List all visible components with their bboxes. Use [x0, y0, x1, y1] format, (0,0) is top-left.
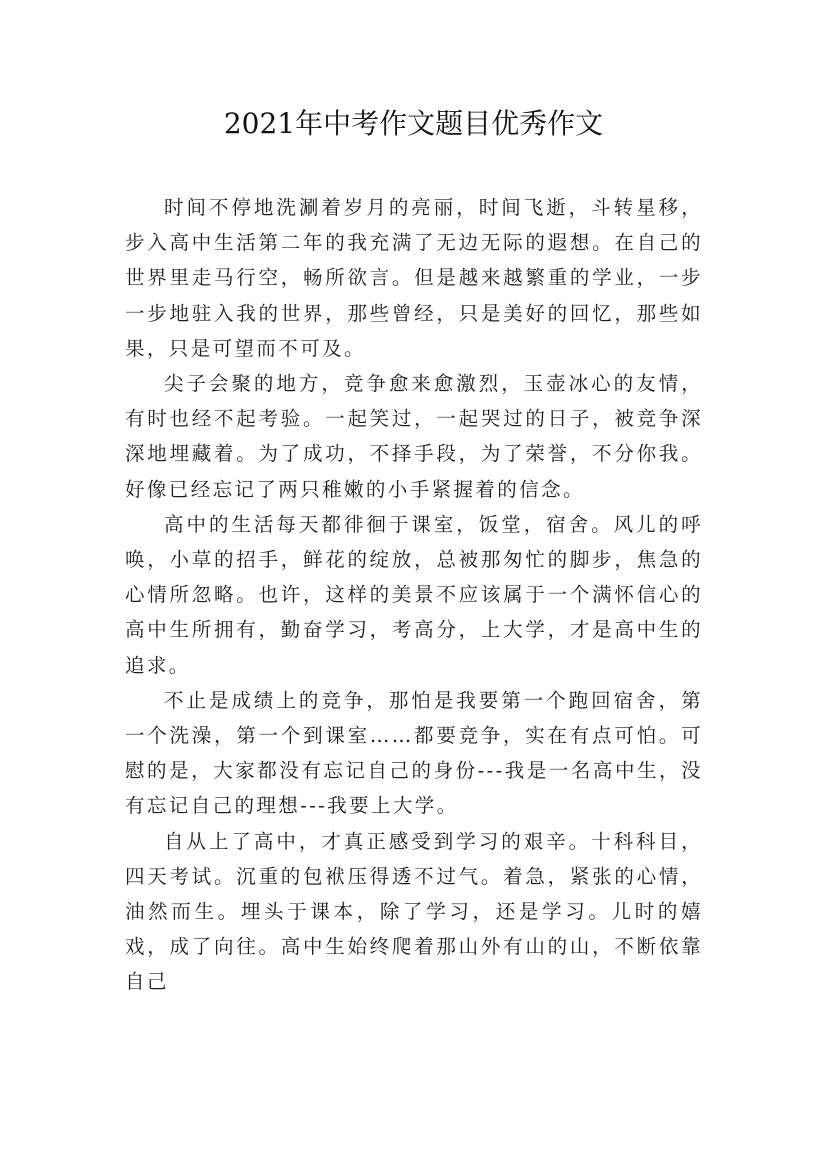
paragraph-4: 不止是成绩上的竞争，那怕是我要第一个跑回宿舍，第一个洗澡，第一个到课室……都要竞争，实在有点可怕。可慰的是，大家都没有忘记自己的身份---我是一名高中生，没有忘记自己的理想---我要上大学。 [125, 688, 703, 818]
paragraph-1: 时间不停地洗涮着岁月的亮丽，时间飞逝，斗转星移，步入高中生活第二年的我充满了无边无际的遐想。在自己的世界里走马行空，畅所欲言。但是越来越繁重的学业，一步一步地驻入我的世界，那些曾经，只是美好的回忆，那些如果，只是可望而不可及。 [125, 196, 703, 360]
paragraph-5: 自从上了高中，才真正感受到学习的艰辛。十科科目，四天考试。沉重的包袱压得透不过气。着急，紧张的心情，油然而生。埋头于课本，除了学习，还是学习。儿时的嬉戏，成了向往。高中生始终爬着那山外有山的山，不断依靠自己 [125, 829, 703, 994]
document-title: 2021年中考作文题目优秀作文 [223, 107, 604, 140]
paragraph-3: 高中的生活每天都徘徊于课室，饭堂，宿舍。风儿的呼唤，小草的招手，鲜花的绽放，总被那匆忙的脚步，焦急的心情所忽略。也许，这样的美景不应该属于一个满怀信心的高中生所拥有，勤奋学习，考高分，上大学，才是高中生的追求。 [125, 512, 703, 677]
document-body [125, 190, 703, 1000]
paragraph-2: 尖子会聚的地方，竞争愈来愈激烈，玉壶冰心的友情，有时也经不起考验。一起笑过，一起哭过的日子，被竞争深深地埋藏着。为了成功，不择手段，为了荣誉，不分你我。好像已经忘记了两只稚嫩的小手紧握着的信念。 [125, 372, 703, 501]
